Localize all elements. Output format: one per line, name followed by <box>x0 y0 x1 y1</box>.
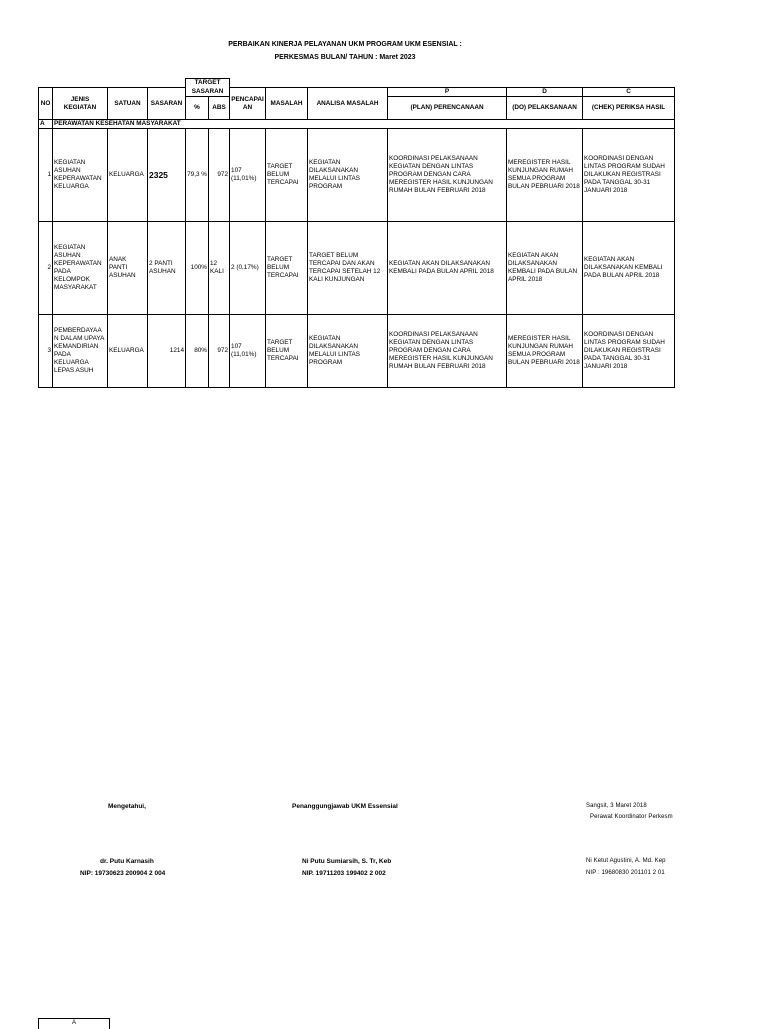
satuan-header: SATUAN <box>108 88 148 120</box>
document-title: PERBAIKAN KINERJA PELAYANAN UKM PROGRAM UKM ESENSIAL : <box>228 41 462 48</box>
d-header: D <box>507 88 583 97</box>
plan-cell: KOORDINASI PELAKSANAAN KEGIATAN DENGAN LINTAS PROGRAM DENGAN CARA MEREGISTER HASIL KUNJUNGAN RUMAH BULAN FEBRUARI 2018 <box>388 129 507 222</box>
masalah-header: MASALAH <box>266 88 308 120</box>
document-subtitle: PERKESMAS BULAN/ TAHUN : Maret 2023 <box>274 54 416 61</box>
target-header: TARGET <box>186 79 230 88</box>
abs-header: ABS <box>209 97 230 120</box>
section-row <box>39 120 675 129</box>
c-header: C <box>583 88 675 97</box>
jenis-kegiatan-header: JENIS KEGIATAN <box>53 88 108 120</box>
percent-header: % <box>186 97 209 120</box>
right-signature-name: Ni Ketut Agustini, A. Md. Kep <box>586 858 666 864</box>
target-percent-cell: 80% <box>186 315 209 388</box>
target-abs-cell: 972 <box>209 315 230 388</box>
right-signature-place-date: Sangsit, 3 Maret 2018 <box>586 803 647 809</box>
plan-header: (PLAN) PERENCANAAN <box>388 97 507 120</box>
table-row <box>39 129 675 222</box>
plan-cell: KEGIATAN AKAN DILAKSANAKAN KEMBALI PADA BULAN APRIL 2018 <box>388 222 507 315</box>
pencapaian-header: PENCAPAI AN <box>230 88 266 120</box>
no-cell: 2 <box>39 222 53 315</box>
masalah-cell: TARGET BELUM TERCAPAI <box>266 222 308 315</box>
pencapaian-cell: 107 (11,01%) <box>230 315 266 388</box>
jenis-kegiatan-cell: PEMBERDAYAAN DALAM UPAYA KEMANDIRIAN PADA KELUARGA LEPAS ASUH <box>53 315 108 388</box>
analisa-masalah-header: ANALISA MASALAH <box>308 88 388 120</box>
p-header: P <box>388 88 507 97</box>
sasaran-cell: 2325 <box>148 129 186 222</box>
target-percent-cell: 79,3 % <box>186 129 209 222</box>
header-row-1 <box>39 79 675 88</box>
middle-signature-heading: Penanggungjawab UKM Essensial <box>292 803 398 810</box>
no-cell: 1 <box>39 129 53 222</box>
check-cell: KEGIATAN AKAN DILAKSANAKAN KEMBALI PADA BULAN APRIL 2018 <box>583 222 675 315</box>
plan-cell: KOORDINASI PELAKSANAAN KEGIATAN DENGAN LINTAS PROGRAM DENGAN CARA MEREGISTER HASIL KUNJUNGAN RUMAH BULAN FEBRUARI 2018 <box>388 315 507 388</box>
analisa-masalah-cell: KEGIATAN DILAKSANAKAN MELALUI LINTAS PROGRAM <box>308 315 388 388</box>
do-cell: MEREGISTER HASIL KUNJUNGAN RUMAH SEMUA PROGRAM BULAN PEBRUARI 2018 <box>507 129 583 222</box>
middle-signature-nip: NIP. 19711203 199402 2 002 <box>302 870 386 877</box>
middle-signature-name: Ni Putu Sumiarsih, S. Tr, Keb <box>302 858 392 865</box>
jenis-kegiatan-cell: KEGIATAN ASUHAN KEPERAWATAN KELUARGA <box>53 129 108 222</box>
sasaran-header: SASARAN <box>148 88 186 120</box>
no-header: NO <box>39 88 53 120</box>
table-row <box>39 315 675 388</box>
target-sasaran-header: SASARAN <box>186 88 230 97</box>
sasaran-cell: 1214 <box>148 315 186 388</box>
check-cell: KOORDINASI DENGAN LINTAS PROGRAM SUDAH DILAKUKAN REGISTRASI PADA TANGGAL 30-31 JANUARI 2018 <box>583 129 675 222</box>
footer-marker: A <box>38 1018 110 1029</box>
left-signature-nip: NIP: 19730623 200904 2 004 <box>80 870 166 877</box>
right-signature-role: Perawat Koordinator Perkesm <box>590 814 673 820</box>
target-percent-cell: 100% <box>186 222 209 315</box>
satuan-cell: ANAK PANTI ASUHAN <box>108 222 148 315</box>
check-cell: KOORDINASI DENGAN LINTAS PROGRAM SUDAH DILAKUKAN REGISTRASI PADA TANGGAL 30-31 JANUARI 2018 <box>583 315 675 388</box>
check-header: (CHEK) PERIKSA HASIL <box>583 97 675 120</box>
do-cell: KEGIATAN AKAN DILAKSANAKAN KEMBALI PADA BULAN APRIL 2018 <box>507 222 583 315</box>
satuan-cell: KELUARGA <box>108 129 148 222</box>
analisa-masalah-cell: KEGIATAN DILAKSANAKAN MELALUI LINTAS PROGRAM <box>308 129 388 222</box>
analisa-masalah-cell: TARGET BELUM TERCAPAI DAN AKAN TERCAPAI SETELAH 12 KALI KUNJUNGAN <box>308 222 388 315</box>
left-signature-heading: Mengetahui, <box>108 803 146 810</box>
left-signature-name: dr. Putu Karnasih <box>100 858 154 865</box>
section-name: PERAWATAN KESEHATAN MASYARAKAT <box>53 120 675 129</box>
satuan-cell: KELUARGA <box>108 315 148 388</box>
masalah-cell: TARGET BELUM TERCAPAI <box>266 315 308 388</box>
do-header: (DO) PELAKSANAAN <box>507 97 583 120</box>
right-signature-nip: NIP : 19680830 201101 2 01 <box>586 870 665 876</box>
pencapaian-cell: 107 (11,01%) <box>230 129 266 222</box>
target-abs-cell: 12 KALI <box>209 222 230 315</box>
sasaran-cell: 2 PANTI ASUHAN <box>148 222 186 315</box>
masalah-cell: TARGET BELUM TERCAPAI <box>266 129 308 222</box>
do-cell: MEREGISTER HASIL KUNJUNGAN RUMAH SEMUA PROGRAM BULAN PEBRUARI 2018 <box>507 315 583 388</box>
performance-table <box>38 78 675 388</box>
pencapaian-cell: 2 (0,17%) <box>230 222 266 315</box>
no-cell: 3 <box>39 315 53 388</box>
table-row <box>39 222 675 315</box>
section-code: A <box>39 120 53 129</box>
target-abs-cell: 972 <box>209 129 230 222</box>
header-row-2 <box>39 88 675 97</box>
jenis-kegiatan-cell: KEGIATAN ASUHAN KEPERAWATAN PADA KELOMPOK MASYARAKAT <box>53 222 108 315</box>
